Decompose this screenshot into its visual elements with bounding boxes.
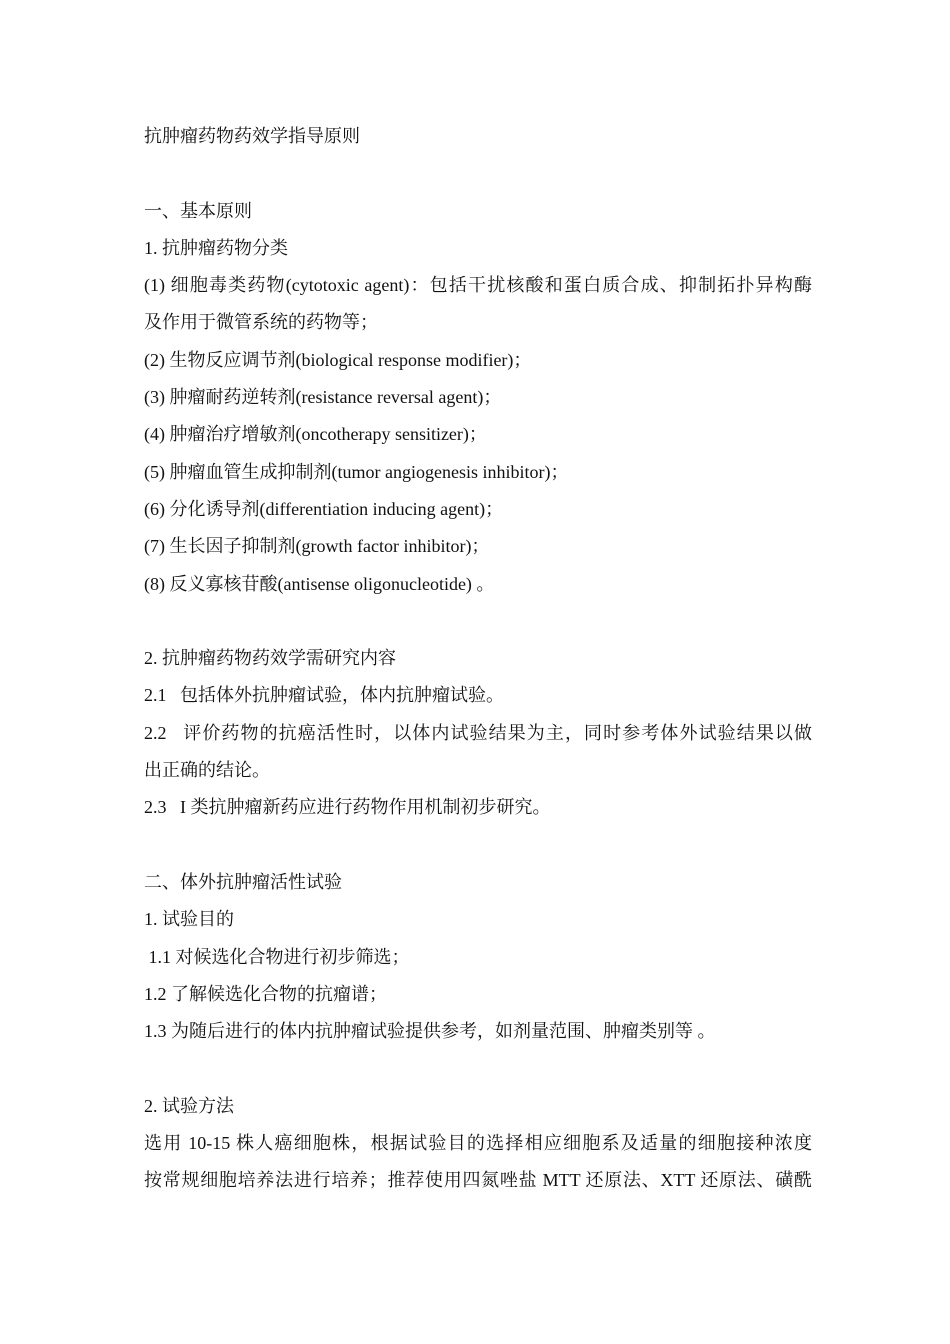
classification-item-1-line-1: (1) 细胞毒类药物(cytotoxic agent)：包括干扰核酸和蛋白质合成、抑制拓扑异构酶 — [144, 275, 812, 296]
paragraph-2-2-line-2: 出正确的结论。 — [144, 760, 270, 781]
document-title: 抗肿瘤药物药效学指导原则 — [144, 126, 360, 146]
document-body — [144, 118, 812, 1200]
blank-line — [144, 1050, 812, 1087]
subsection-1-1-heading: 1. 抗肿瘤药物分类 — [144, 237, 288, 258]
paragraph-1-2: 1.2 了解候选化合物的抗瘤谱； — [144, 983, 387, 1004]
section-1-heading: 一、基本原则 — [144, 200, 252, 221]
paragraph-1-1: 1.1 对候选化合物进行初步筛选； — [144, 946, 410, 967]
classification-item-2: (2) 生物反应调节剂(biological response modifier)； — [144, 349, 532, 370]
classification-item-4: (4) 肿瘤治疗增敏剂(oncotherapy sensitizer)； — [144, 424, 487, 445]
paragraph-2-2-line-1: 2.2 评价药物的抗癌活性时，以体内试验结果为主，同时参考体外试验结果以做 — [144, 722, 812, 743]
classification-item-8: (8) 反义寡核苷酸(antisense oligonucleotide) 。 — [144, 573, 495, 594]
method-paragraph-line-1: 选用 10-15 株人癌细胞株，根据试验目的选择相应细胞系及适量的细胞接种浓度 — [144, 1133, 812, 1154]
classification-item-3: (3) 肿瘤耐药逆转剂(resistance reversal agent)； — [144, 387, 502, 408]
section-2-heading: 二、体外抗肿瘤活性试验 — [144, 871, 342, 892]
subsection-2-2-heading: 2. 试验方法 — [144, 1095, 234, 1116]
blank-line — [144, 827, 812, 864]
blank-line — [144, 603, 812, 640]
paragraph-1-3: 1.3 为随后进行的体内抗肿瘤试验提供参考，如剂量范围、肿瘤类别等 。 — [144, 1021, 716, 1042]
method-paragraph-line-2: 按常规细胞培养法进行培养；推荐使用四氮唑盐 MTT 还原法、XTT 还原法、磺酰 — [144, 1170, 812, 1191]
subsection-1-2-heading: 2. 抗肿瘤药物药效学需研究内容 — [144, 648, 396, 669]
classification-item-1-line-2: 及作用于微管系统的药物等； — [144, 312, 378, 333]
blank-line — [144, 155, 812, 192]
paragraph-2-3: 2.3 I 类抗肿瘤新药应进行药物作用机制初步研究。 — [144, 797, 551, 818]
paragraph-2-1: 2.1 包括体外抗肿瘤试验，体内抗肿瘤试验。 — [144, 685, 504, 706]
subsection-2-1-heading: 1. 试验目的 — [144, 909, 234, 930]
classification-item-5: (5) 肿瘤血管生成抑制剂(tumor angiogenesis inhibitor)； — [144, 461, 569, 482]
classification-item-7: (7) 生长因子抑制剂(growth factor inhibitor)； — [144, 536, 490, 557]
classification-item-6: (6) 分化诱导剂(differentiation inducing agent)； — [144, 498, 504, 519]
